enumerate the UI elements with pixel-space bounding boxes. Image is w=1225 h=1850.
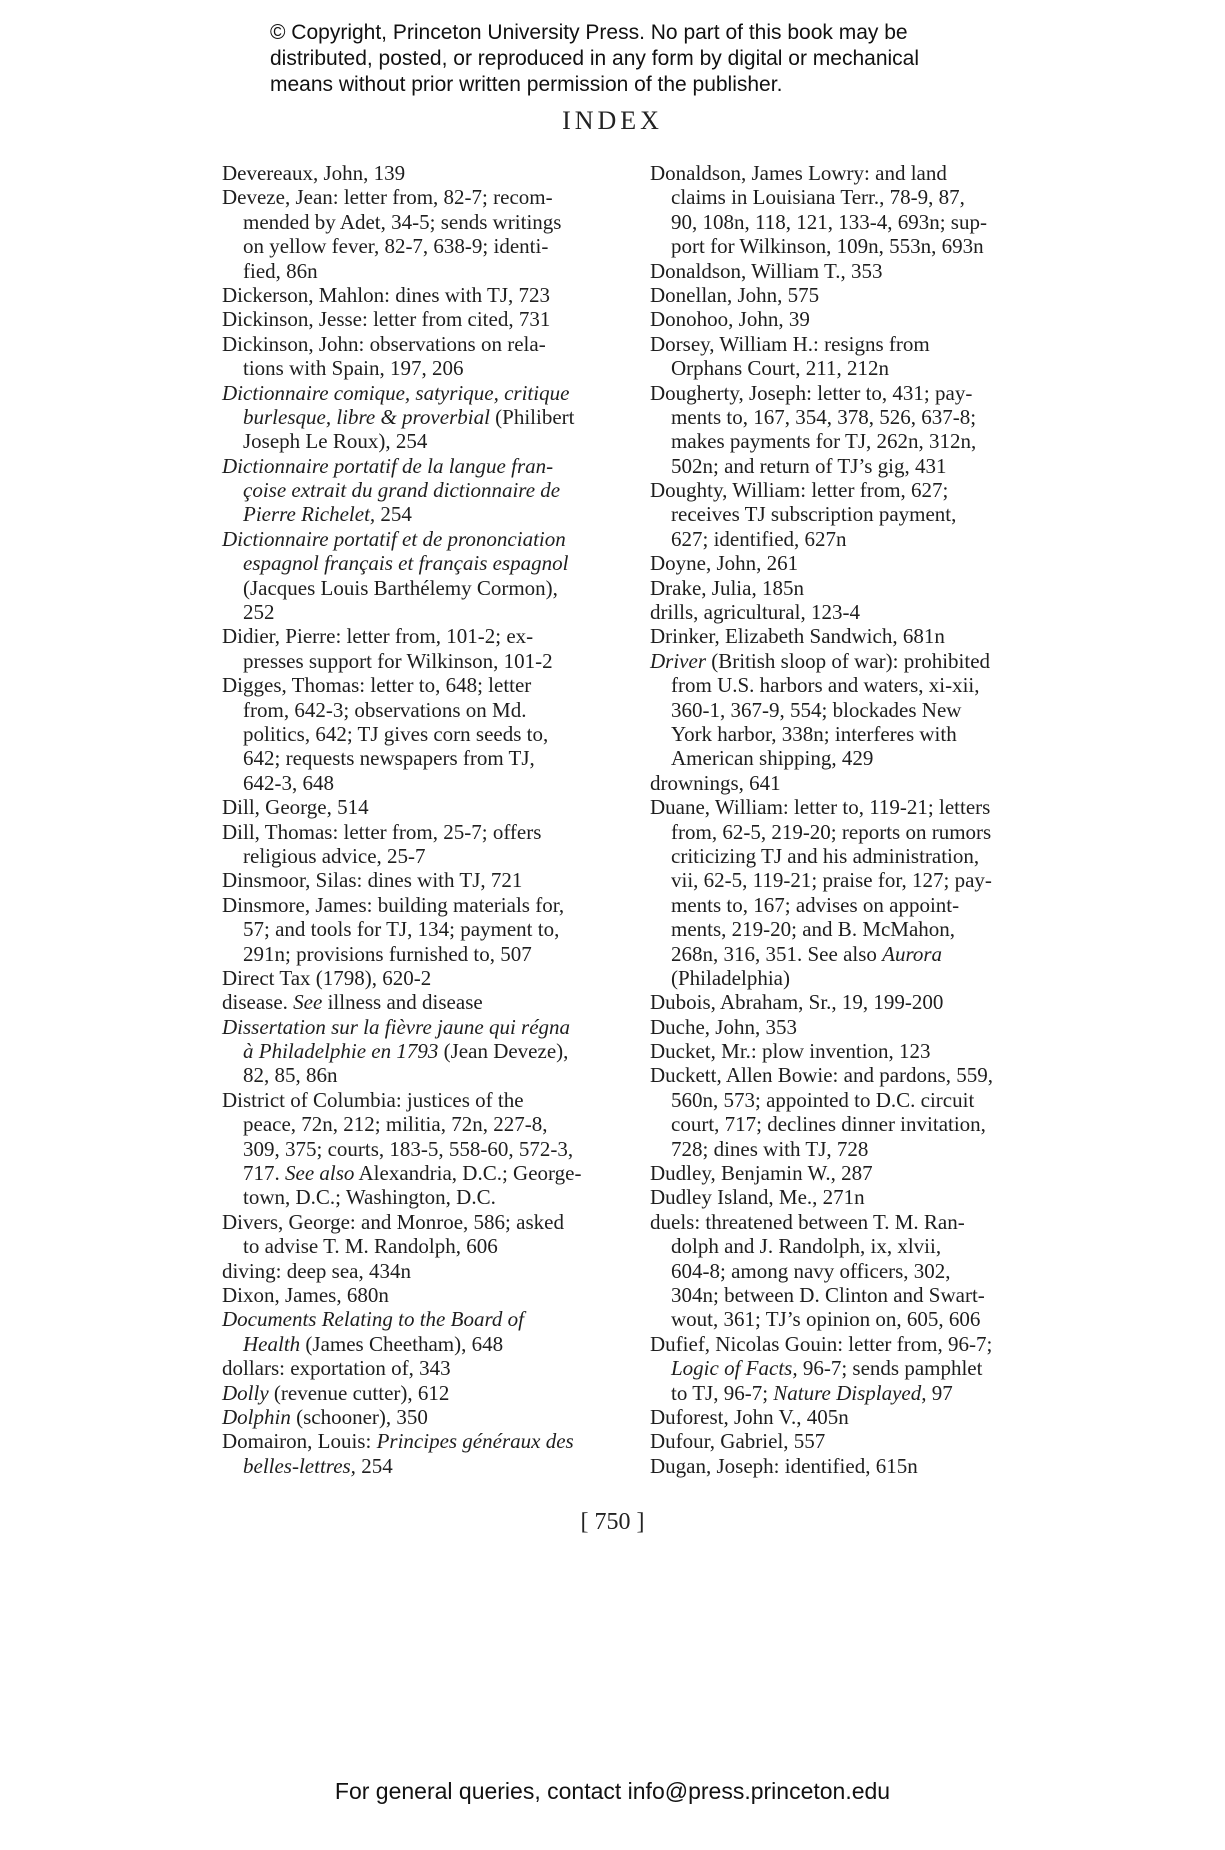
index-entry-continuation: [222, 917, 632, 941]
footer-contact: For general queries, contact info@press.princeton.edu: [334, 1778, 891, 1804]
index-entry-continuation: [222, 1332, 632, 1356]
entry-text: Direct Tax (1798), 620-2: [222, 965, 432, 990]
entry-text: Dougherty, Joseph: letter to, 431; pay-: [650, 380, 973, 405]
entry-text: ments to, 167, 354, 378, 526, 637-8;: [671, 404, 977, 429]
entry-text: makes payments for TJ, 262n, 312n,: [671, 429, 977, 454]
entry-text: 717.: [243, 1161, 285, 1186]
entry-text: criticizing TJ and his administration,: [671, 843, 980, 868]
index-entry-continuation: [222, 1161, 632, 1185]
index-entry-continuation: [650, 234, 1062, 258]
index-entry-continuation: [222, 551, 632, 575]
index-entry: [222, 1015, 632, 1039]
index-entry-continuation: [650, 917, 1062, 941]
copyright-line: means without prior written permission of the publisher.: [270, 73, 783, 96]
entry-text: 97: [926, 1380, 953, 1405]
entry-text: court, 717; declines dinner invitation,: [671, 1112, 986, 1137]
index-entry-continuation: [222, 576, 632, 600]
index-entry: [222, 1283, 632, 1307]
entry-text: from, 62-5, 219-20; reports on rumors: [671, 819, 992, 844]
index-entry-continuation: [650, 746, 1062, 770]
index-entry: [222, 1429, 632, 1453]
index-entry-continuation: [650, 210, 1062, 234]
italic-text: à Philadelphie en 1793: [243, 1039, 439, 1064]
entry-text: 252: [243, 600, 275, 625]
index-entry-continuation: [222, 942, 632, 966]
entry-text: receives TJ subscription payment,: [671, 502, 957, 527]
index-entry-continuation: [222, 844, 632, 868]
index-entry-continuation: [650, 527, 1062, 551]
entry-text: 254: [375, 502, 412, 527]
index-entry-continuation: [222, 1039, 632, 1063]
entry-text: 90, 108n, 118, 121, 133-4, 693n; sup-: [671, 209, 987, 234]
index-entry-continuation: [650, 1283, 1062, 1307]
entry-text: 502n; and return of TJ’s gig, 431: [671, 453, 947, 478]
entry-text: Dufief, Nicolas Gouin: letter from, 96-7;: [650, 1331, 993, 1356]
entry-text: 291n; provisions furnished to, 507: [243, 941, 532, 966]
index-entry: [650, 1039, 1062, 1063]
index-entry-continuation: [222, 1185, 632, 1209]
index-entry-continuation: [222, 259, 632, 283]
italic-text: Nature Displayed,: [773, 1380, 927, 1405]
entry-text: drownings, 641: [650, 770, 781, 795]
italic-text: Driver: [650, 648, 706, 673]
index-entry-continuation: [650, 722, 1062, 746]
entry-text: Dudley Island, Me., 271n: [650, 1185, 865, 1210]
index-entry: [650, 161, 1062, 185]
entry-text: (James Cheetham), 648: [300, 1331, 504, 1356]
italic-text: Dolly: [222, 1380, 269, 1405]
index-entry: [650, 576, 1062, 600]
index-entry: [650, 1429, 1062, 1453]
entry-text: Orphans Court, 211, 212n: [671, 356, 889, 381]
index-entry-continuation: [222, 1063, 632, 1087]
italic-text: See: [293, 990, 323, 1015]
index-entry-continuation: [222, 698, 632, 722]
entry-text: Joseph Le Roux), 254: [243, 429, 428, 454]
entry-text: (Jacques Louis Barthélemy Cormon),: [243, 575, 558, 600]
entry-text: Dill, Thomas: letter from, 25-7; offers: [222, 819, 542, 844]
entry-text: 642-3, 648: [243, 770, 334, 795]
entry-text: illness and disease: [322, 990, 483, 1015]
italic-text: Health: [243, 1331, 301, 1356]
index-entry: [650, 1161, 1062, 1185]
index-entry-continuation: [222, 722, 632, 746]
entry-text: 254: [355, 1453, 393, 1478]
index-entry-continuation: [650, 1307, 1062, 1331]
index-entry-continuation: [650, 356, 1062, 380]
index-entry: [650, 1454, 1062, 1478]
index-entry-continuation: [222, 429, 632, 453]
entry-text: 642; requests newspapers from TJ,: [243, 746, 535, 771]
index-entry-continuation: [650, 502, 1062, 526]
index-entry: [650, 649, 1062, 673]
index-entry-continuation: [222, 502, 632, 526]
index-entry: [222, 283, 632, 307]
index-entry-continuation: [650, 1234, 1062, 1258]
entry-text: 268n, 316, 351. See also: [671, 941, 883, 966]
entry-text: Domairon, Louis:: [222, 1429, 377, 1454]
entry-text: 604-8; among navy officers, 302,: [671, 1258, 951, 1283]
entry-text: on yellow fever, 82-7, 638-9; identi-: [243, 234, 549, 259]
entry-text: Doyne, John, 261: [650, 551, 799, 576]
entry-text: tions with Spain, 197, 206: [243, 356, 464, 381]
index-entry: [222, 527, 632, 551]
italic-text: Pierre Richelet,: [243, 502, 376, 527]
entry-text: religious advice, 25-7: [243, 843, 426, 868]
entry-text: 627; identified, 627n: [671, 526, 847, 551]
index-entry: [650, 1210, 1062, 1234]
entry-text: Donellan, John, 575: [650, 282, 820, 307]
italic-text: Dolphin: [222, 1404, 291, 1429]
entry-text: Drinker, Elizabeth Sandwich, 681n: [650, 624, 945, 649]
index-entry: [650, 624, 1062, 648]
entry-text: from U.S. harbors and waters, xi-xii,: [671, 673, 980, 698]
entry-text: to TJ, 96-7;: [671, 1380, 774, 1405]
index-entry-continuation: [222, 1137, 632, 1161]
index-entry: [222, 1210, 632, 1234]
index-entry: [650, 478, 1062, 502]
entry-text: drills, agricultural, 123-4: [650, 600, 860, 625]
index-entry: [650, 795, 1062, 819]
index-entry: [222, 820, 632, 844]
italic-text: Dictionnaire comique, satyrique, critique: [222, 380, 570, 405]
entry-text: (revenue cutter), 612: [268, 1380, 450, 1405]
index-entry: [650, 259, 1062, 283]
index-entry-continuation: [222, 1112, 632, 1136]
entry-text: peace, 72n, 212; militia, 72n, 227-8,: [243, 1112, 548, 1137]
italic-text: espagnol français et français espagnol: [243, 551, 569, 576]
entry-text: American shipping, 429: [671, 746, 874, 771]
italic-text: belles-lettres,: [243, 1453, 356, 1478]
index-entry: [650, 1405, 1062, 1429]
index-entry: [222, 1307, 632, 1331]
italic-text: Principes généraux des: [376, 1429, 574, 1454]
entry-text: vii, 62-5, 119-21; praise for, 127; pay-: [671, 868, 992, 893]
index-entry-continuation: [222, 746, 632, 770]
entry-text: Divers, George: and Monroe, 586; asked: [222, 1209, 564, 1234]
index-entry: [222, 1356, 632, 1380]
index-entry-continuation: [650, 673, 1062, 697]
entry-text: Dixon, James, 680n: [222, 1282, 389, 1307]
entry-text: (Philibert: [489, 404, 575, 429]
entry-text: 728; dines with TJ, 728: [671, 1136, 869, 1161]
index-entry: [222, 868, 632, 892]
index-entry: [222, 185, 632, 209]
index-column-right: [650, 161, 1062, 1478]
entry-text: Dorsey, William H.: resigns from: [650, 331, 930, 356]
entry-text: port for Wilkinson, 109n, 553n, 693n: [671, 234, 984, 259]
entry-text: dollars: exportation of, 343: [222, 1356, 451, 1381]
copyright-line: distributed, posted, or reproduced in any form by digital or mechanical: [270, 47, 920, 70]
index-entry: [650, 307, 1062, 331]
index-entry: [222, 454, 632, 478]
index-entry: [650, 381, 1062, 405]
index-entry-continuation: [650, 893, 1062, 917]
entry-text: Drake, Julia, 185n: [650, 575, 804, 600]
index-entry-continuation: [650, 1259, 1062, 1283]
entry-text: Alexandria, D.C.; George-: [354, 1161, 582, 1186]
entry-text: Dufour, Gabriel, 557: [650, 1429, 826, 1454]
index-entry-continuation: [650, 454, 1062, 478]
entry-text: (schooner), 350: [290, 1404, 428, 1429]
entry-text: Duckett, Allen Bowie: and pardons, 559,: [650, 1063, 993, 1088]
entry-text: from, 642-3; observations on Md.: [243, 697, 527, 722]
italic-text: Dissertation sur la fièvre jaune qui régna: [222, 1014, 571, 1039]
index-entry: [222, 673, 632, 697]
index-entry: [222, 381, 632, 405]
entry-text: York harbor, 338n; interferes with: [671, 721, 957, 746]
index-entry-continuation: [222, 405, 632, 429]
entry-text: (Jean Deveze),: [438, 1039, 569, 1064]
entry-text: to advise T. M. Randolph, 606: [243, 1234, 498, 1259]
index-entry-continuation: [650, 1112, 1062, 1136]
entry-text: ments, 219-20; and B. McMahon,: [671, 917, 956, 942]
entry-text: (British sloop of war): prohibited: [706, 648, 991, 673]
index-entry-continuation: [650, 1356, 1062, 1380]
index-entry: [222, 161, 632, 185]
index-entry: [222, 1088, 632, 1112]
index-entry-continuation: [650, 1381, 1062, 1405]
index-entry: [650, 1063, 1062, 1087]
copyright-line: © Copyright, Princeton University Press. No part of this book may be: [270, 21, 908, 44]
entry-text: diving: deep sea, 434n: [222, 1258, 411, 1283]
index-entry-continuation: [650, 1137, 1062, 1161]
page-title: INDEX: [562, 106, 663, 135]
entry-text: 560n, 573; appointed to D.C. circuit: [671, 1087, 975, 1112]
entry-text: Donohoo, John, 39: [650, 307, 810, 332]
index-entry-continuation: [222, 1454, 632, 1478]
entry-text: Dickinson, Jesse: letter from cited, 731: [222, 307, 551, 332]
entry-text: fied, 86n: [243, 258, 318, 283]
index-entry: [222, 1381, 632, 1405]
index-entry: [222, 307, 632, 331]
entry-text: dolph and J. Randolph, ix, xlvii,: [671, 1234, 942, 1259]
index-entry: [650, 1185, 1062, 1209]
index-entry-continuation: [650, 966, 1062, 990]
index-entry: [222, 893, 632, 917]
entry-text: duels: threatened between T. M. Ran-: [650, 1209, 965, 1234]
index-column-left: [222, 161, 632, 1478]
index-entry-continuation: [650, 405, 1062, 429]
index-entry: [222, 990, 632, 1014]
entry-text: Donaldson, William T., 353: [650, 258, 883, 283]
italic-text: Aurora: [882, 941, 943, 966]
italic-text: Documents Relating to the Board of: [222, 1307, 524, 1332]
copyright-notice: [270, 20, 990, 98]
index-entry-continuation: [222, 478, 632, 502]
entry-text: 360-1, 367-9, 554; blockades New: [671, 697, 962, 722]
index-entry-continuation: [222, 234, 632, 258]
entry-text: Duforest, John V., 405n: [650, 1404, 849, 1429]
entry-text: wout, 361; TJ’s opinion on, 605, 606: [671, 1307, 981, 1332]
index-entry-continuation: [222, 1234, 632, 1258]
italic-text: Dictionnaire portatif de la langue fran-: [222, 453, 554, 478]
entry-text: Duche, John, 353: [650, 1014, 797, 1039]
index-entry: [650, 771, 1062, 795]
entry-text: Duane, William: letter to, 119-21; letters: [650, 795, 991, 820]
index-entry-continuation: [650, 698, 1062, 722]
index-entry: [222, 966, 632, 990]
italic-text: Dictionnaire portatif et de prononciation: [222, 526, 566, 551]
index-entry-continuation: [650, 1088, 1062, 1112]
page-number: [ 750 ]: [580, 1509, 645, 1535]
index-entry: [650, 332, 1062, 356]
italic-text: çoise extrait du grand dictionnaire de: [243, 478, 561, 503]
entry-text: Dubois, Abraham, Sr., 19, 199-200: [650, 990, 944, 1015]
index-entry: [222, 624, 632, 648]
entry-text: 309, 375; courts, 183-5, 558-60, 572-3,: [243, 1136, 574, 1161]
index-entry: [222, 1405, 632, 1429]
index-entry-continuation: [222, 771, 632, 795]
italic-text: burlesque, libre & proverbial: [243, 404, 490, 429]
index-entry: [650, 283, 1062, 307]
entry-text: Dickinson, John: observations on rela-: [222, 331, 546, 356]
index-entry-continuation: [650, 942, 1062, 966]
entry-text: Dudley, Benjamin W., 287: [650, 1161, 873, 1186]
entry-text: ments to, 167; advises on appoint-: [671, 892, 960, 917]
index-entry-continuation: [650, 868, 1062, 892]
index-entry-continuation: [222, 649, 632, 673]
index-entry-continuation: [222, 600, 632, 624]
entry-text: Dickerson, Mahlon: dines with TJ, 723: [222, 282, 551, 307]
entry-text: Digges, Thomas: letter to, 648; letter: [222, 673, 532, 698]
index-entry: [222, 1259, 632, 1283]
entry-text: presses support for Wilkinson, 101-2: [243, 648, 553, 673]
entry-text: District of Columbia: justices of the: [222, 1087, 524, 1112]
entry-text: disease.: [222, 990, 294, 1015]
entry-text: 96-7; sends pamphlet: [797, 1356, 983, 1381]
index-entry: [650, 551, 1062, 575]
entry-text: mended by Adet, 34-5; sends writings: [243, 209, 562, 234]
entry-text: claims in Louisiana Terr., 78-9, 87,: [671, 185, 965, 210]
entry-text: Donaldson, James Lowry: and land: [650, 161, 947, 185]
entry-text: Dinsmoor, Silas: dines with TJ, 721: [222, 868, 523, 893]
entry-text: Ducket, Mr.: plow invention, 123: [650, 1039, 931, 1064]
index-entry-continuation: [650, 844, 1062, 868]
index-entry: [650, 600, 1062, 624]
entry-text: Didier, Pierre: letter from, 101-2; ex-: [222, 624, 534, 649]
entry-text: Deveze, Jean: letter from, 82-7; recom-: [222, 185, 553, 210]
index-entry: [650, 990, 1062, 1014]
index-entry-continuation: [650, 429, 1062, 453]
entry-text: Dugan, Joseph: identified, 615n: [650, 1453, 918, 1478]
entry-text: 57; and tools for TJ, 134; payment to,: [243, 917, 560, 942]
entry-text: 82, 85, 86n: [243, 1063, 338, 1088]
entry-text: Doughty, William: letter from, 627;: [650, 478, 949, 503]
index-entry-continuation: [222, 356, 632, 380]
index-entry: [650, 1332, 1062, 1356]
entry-text: Dill, George, 514: [222, 795, 369, 820]
entry-text: Dinsmore, James: building materials for,: [222, 892, 565, 917]
italic-text: See also: [285, 1161, 355, 1186]
entry-text: (Philadelphia): [671, 965, 790, 990]
index-entry: [222, 332, 632, 356]
entry-text: Devereaux, John, 139: [222, 161, 406, 185]
entry-text: town, D.C.; Washington, D.C.: [243, 1185, 496, 1210]
index-entry-continuation: [650, 820, 1062, 844]
index-entry: [650, 1015, 1062, 1039]
entry-text: politics, 642; TJ gives corn seeds to,: [243, 721, 549, 746]
index-entry-continuation: [650, 185, 1062, 209]
index-entry-continuation: [222, 210, 632, 234]
entry-text: 304n; between D. Clinton and Swart-: [671, 1282, 985, 1307]
italic-text: Logic of Facts,: [671, 1356, 798, 1381]
index-entry: [222, 795, 632, 819]
